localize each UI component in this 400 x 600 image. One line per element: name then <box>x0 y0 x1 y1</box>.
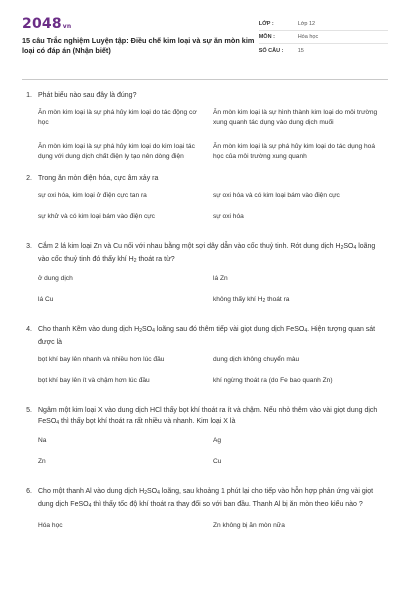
answer-options <box>22 108 388 165</box>
answer-option[interactable] <box>213 295 388 313</box>
meta-row-subject <box>259 31 388 44</box>
subscript: 2 <box>262 298 266 304</box>
subscript: 4 <box>157 490 160 496</box>
subscript: 2 <box>133 258 137 264</box>
question-1 <box>22 90 388 165</box>
text-fragment: thì thấy bọt khí thoát ra rất nhiều và nhanh. Kim loại X là <box>59 418 236 425</box>
text-fragment: SO <box>343 243 354 250</box>
meta-table <box>259 18 388 70</box>
question-text: Phát biểu nào sau đây là đúng? <box>38 92 137 99</box>
answer-option[interactable]: sự oxi hóa và có kim loại bám vào điện cực <box>213 192 340 199</box>
question-list <box>22 90 388 542</box>
answer-option[interactable]: Cu <box>213 458 222 465</box>
subscript: 4 <box>56 420 60 426</box>
text-fragment: Cắm 2 lá kim loại Zn và Cu nối với nhau bằng một sợi dây dẫn vào cốc thuỷ tinh. Rót dung dịch H <box>38 243 341 250</box>
subscript: 4 <box>353 245 357 251</box>
text-fragment: Ngâm một kim loại X vào dung dịch HCl thấy bọt khí thoát ra ít và chậm. Nếu nhỏ thêm vào vài giọt dung dịch FeSO <box>38 407 378 425</box>
question-text <box>38 405 388 429</box>
question-text <box>38 324 388 348</box>
question-3 <box>22 241 388 316</box>
question-stem <box>22 90 388 101</box>
question-number: 4. <box>26 326 32 333</box>
question-number: 5. <box>26 407 32 414</box>
meta-value: Lớp 12 <box>297 21 316 27</box>
meta-key: LỚP : <box>258 21 274 27</box>
question-number: 6. <box>26 488 32 495</box>
question-number: 3. <box>26 243 32 250</box>
header-left <box>22 8 259 70</box>
subscript: 2 <box>139 328 142 334</box>
logo-text: 2048 <box>22 16 62 32</box>
document-title: 15 câu Trắc nghiệm Luyện tập: Điều chế kim loại và sự ăn mòn kim loại có đáp án (Nhận biết) <box>22 36 255 55</box>
answer-option[interactable]: Ag <box>213 437 222 444</box>
answer-option[interactable]: sự oxi hóa, kim loại ở điện cực tan ra <box>38 192 147 199</box>
subscript: 4 <box>304 328 308 334</box>
answer-option[interactable]: Ăn mòn kim loại là sự phá hủy kim loại do tác động cơ học <box>38 109 197 126</box>
question-5 <box>22 405 388 478</box>
question-stem <box>22 173 388 184</box>
answer-options <box>22 355 388 397</box>
question-2 <box>22 173 388 233</box>
text-fragment: thì thấy tốc độ khí thoát ra thay đổi so với ban đầu. Thanh Al bị ăn mòn theo kiểu nào ? <box>91 501 363 508</box>
answer-option[interactable]: sự khử và có kim loại bám vào điện cực <box>38 213 155 220</box>
answer-options <box>22 274 388 316</box>
meta-row-class <box>259 18 388 31</box>
answer-options <box>22 436 388 478</box>
question-stem <box>22 405 388 429</box>
question-text: Trong ăn mòn điện hóa, cực âm xảy ra <box>38 175 159 182</box>
question-text <box>38 486 388 512</box>
question-number: 2. <box>26 175 32 182</box>
header-divider <box>22 79 388 80</box>
text-fragment: thoát ra từ? <box>136 256 175 263</box>
question-stem <box>22 486 388 512</box>
subscript: 4 <box>88 503 92 509</box>
question-number: 1. <box>26 92 32 99</box>
worksheet-header <box>22 8 388 70</box>
text-fragment: Cho thanh Kẽm vào dung dịch H <box>38 326 140 333</box>
text-fragment: SO <box>141 326 153 333</box>
site-logo[interactable] <box>22 16 259 32</box>
answer-option[interactable]: Ăn mòn kim loại là sự phá hủy kim loại do kim loại tác dụng với dung dịch chất điện ly tạo nên dòng điện <box>38 143 195 160</box>
text-fragment: loãng vào cốc thuỷ tinh đó thấy khí H <box>38 243 376 263</box>
answer-option[interactable]: ở dung dịch <box>38 275 73 282</box>
question-stem <box>22 241 388 267</box>
answer-options <box>22 521 388 542</box>
answer-option[interactable]: Na <box>38 437 47 444</box>
answer-options <box>22 191 388 233</box>
text-fragment: loãng, sau khoảng 1 phút lại cho tiếp vào hỗn hợp phản ứng vài giọt dung dịch FeSO <box>38 488 374 508</box>
answer-option[interactable]: Zn <box>38 458 46 465</box>
question-4 <box>22 324 388 397</box>
meta-value: 15 <box>297 47 304 54</box>
meta-row-count <box>259 44 388 57</box>
text-fragment: Cho một thanh Al vào dung dịch H <box>38 488 145 495</box>
subscript: 4 <box>152 328 155 334</box>
answer-option[interactable]: sự oxi hóa <box>213 213 244 220</box>
answer-option[interactable]: Zn không bị ăn mòn nữa <box>213 522 285 529</box>
text-fragment: không thấy khí H <box>213 296 263 303</box>
answer-option[interactable]: khí ngừng thoát ra (do Fe bao quanh Zn) <box>213 377 333 384</box>
answer-option[interactable]: Hóa học <box>38 522 63 529</box>
answer-option[interactable]: Ăn mòn kim loại là sự phá hủy kim loại do tác dụng hoá học của môi trường xung quanh <box>213 143 376 160</box>
text-fragment: loãng sau đó thêm tiếp vài giọt dung dịch FeSO <box>154 326 305 333</box>
question-6 <box>22 486 388 542</box>
question-text <box>38 241 388 267</box>
question-stem <box>22 324 388 348</box>
subscript: 2 <box>340 245 344 251</box>
answer-option[interactable]: bọt khí bay lên ít và chậm hơn lúc đầu <box>38 377 150 384</box>
meta-key: MÔN : <box>258 34 275 40</box>
text-fragment: . Hiện tượng quan sát được là <box>38 326 376 346</box>
answer-option[interactable]: dung dịch không chuyển màu <box>213 356 300 363</box>
logo-suffix: vn <box>62 23 72 30</box>
text-fragment: thoát ra <box>265 296 290 303</box>
answer-option[interactable]: lá Cu <box>38 296 54 303</box>
answer-option[interactable]: Ăn mòn kim loại là sự hình thành kim loại do môi trường xung quanh tác dụng vào dung dịch muối <box>213 109 378 126</box>
answer-option[interactable]: bọt khí bay lên nhanh và nhiều hơn lúc đầu <box>38 356 165 363</box>
subscript: 2 <box>144 490 148 496</box>
text-fragment: SO <box>147 488 158 495</box>
answer-option[interactable]: lá Zn <box>213 275 228 282</box>
meta-value: Hóa học <box>297 34 319 40</box>
meta-key: SỐ CÂU : <box>258 47 284 54</box>
